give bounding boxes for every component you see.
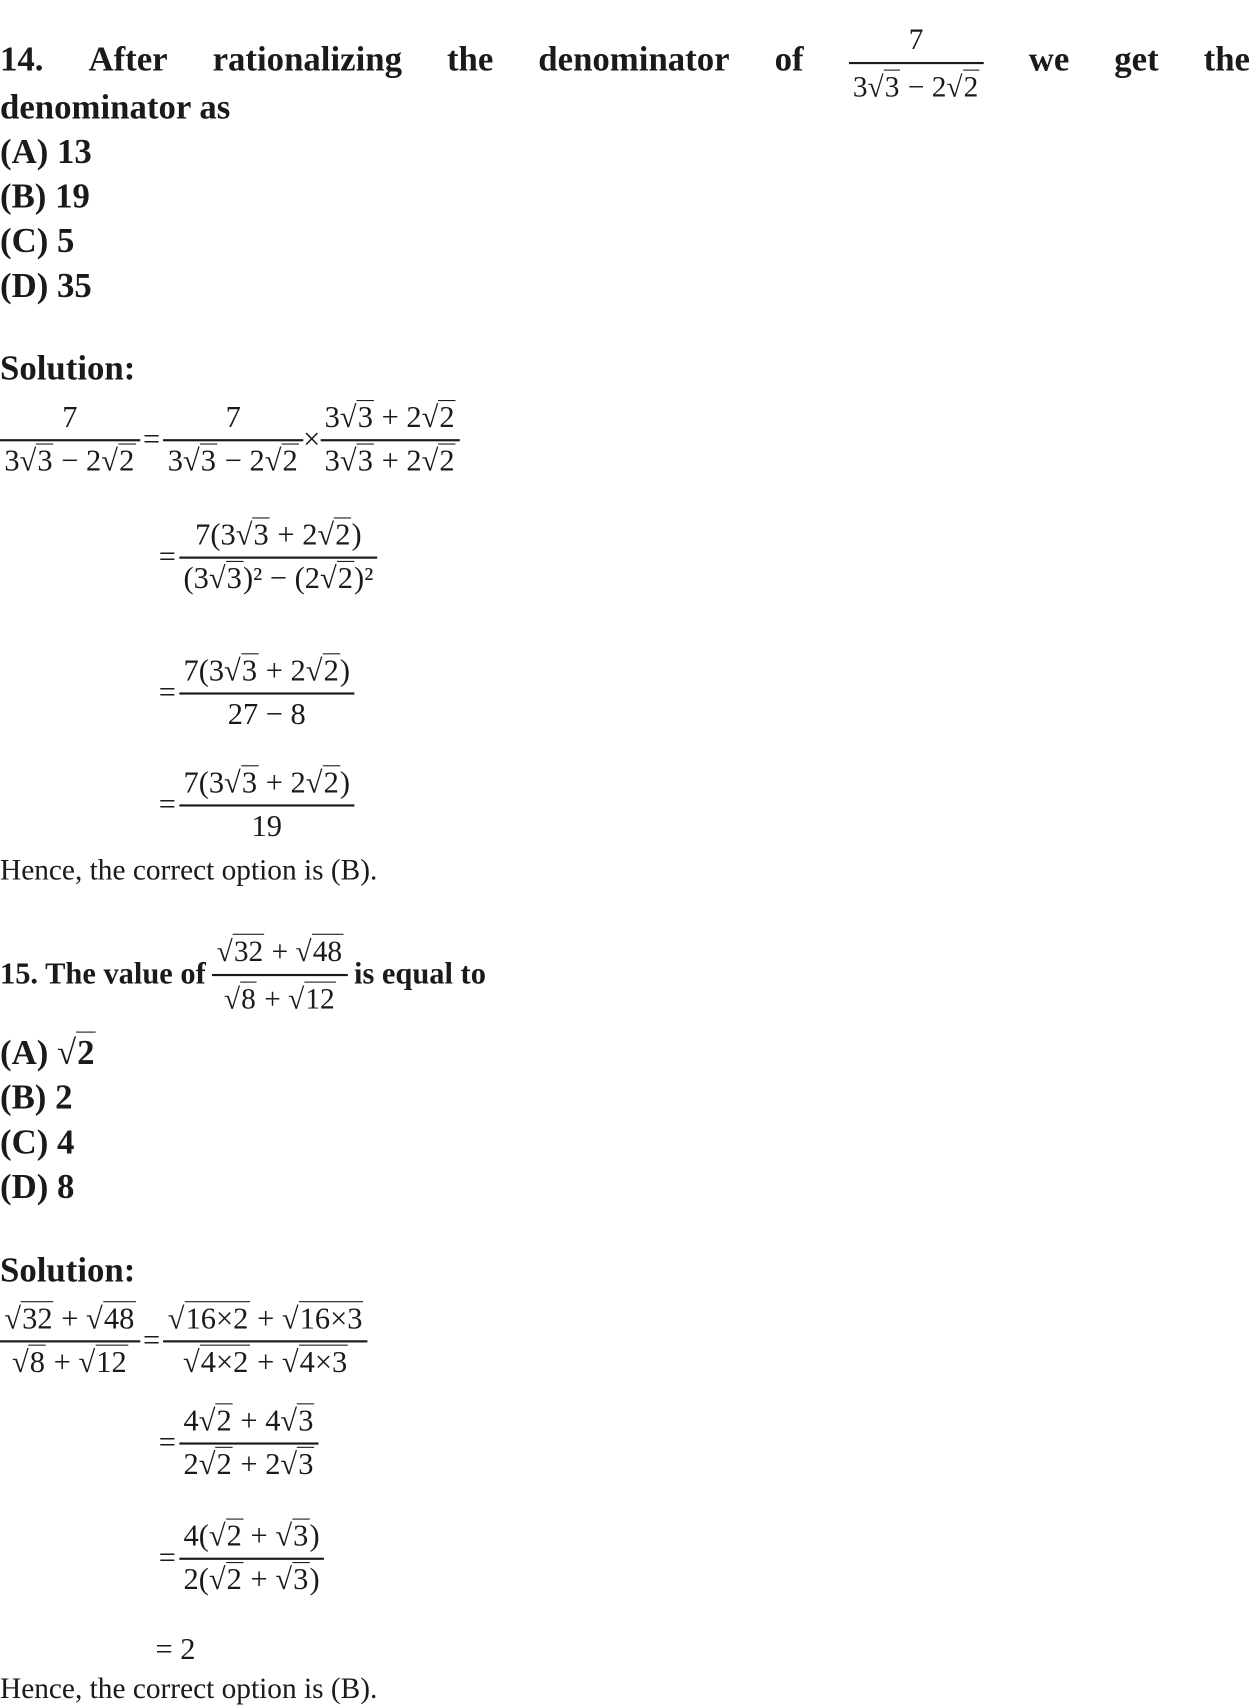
word: we xyxy=(1028,39,1070,79)
option-a: (A) 13 xyxy=(0,131,92,171)
question-number: 14. xyxy=(0,39,44,79)
radical: √2 xyxy=(319,561,353,596)
radical: √3 xyxy=(19,444,53,479)
radical: √3 xyxy=(867,70,900,104)
solution-step-1 xyxy=(0,1302,368,1380)
radical: √2 xyxy=(208,1563,242,1597)
radical: √48 xyxy=(86,1302,135,1336)
word: rationalizing xyxy=(212,39,402,79)
denominator: 2(√2 + √3) xyxy=(179,1558,324,1598)
radical: √32 xyxy=(216,934,264,968)
radical: √2 xyxy=(101,444,135,479)
radical: √3 xyxy=(224,654,258,689)
radical: √2 xyxy=(305,654,339,689)
fraction xyxy=(0,401,140,479)
numerator: 4√2 + 4√3 xyxy=(183,1404,314,1439)
numerator: 7 xyxy=(908,22,924,56)
radical: √32 xyxy=(4,1302,53,1336)
word: of xyxy=(774,39,804,79)
fraction xyxy=(163,1302,368,1380)
equals: = xyxy=(142,1323,161,1358)
denominator: 3√3 − 2√2 xyxy=(849,62,984,107)
denominator: √4×2 + √4×3 xyxy=(163,1340,368,1380)
fraction xyxy=(179,518,378,596)
numerator: 3√3 + 2√2 xyxy=(324,401,455,435)
radical: √2 xyxy=(317,518,351,553)
solution-step-2 xyxy=(155,518,377,596)
fraction xyxy=(849,20,984,107)
radical: √2 xyxy=(946,70,979,104)
radical: √3 xyxy=(275,1519,309,1554)
denominator: 27 − 8 xyxy=(179,692,354,732)
radical: √3 xyxy=(339,401,373,435)
denominator: 19 xyxy=(179,804,354,844)
denominator: 3√3 − 2√2 xyxy=(163,439,303,479)
radical: √3 xyxy=(339,444,373,479)
radical: √12 xyxy=(78,1345,127,1380)
denominator: (3√3)² − (2√2)² xyxy=(179,557,378,597)
radical: √2 xyxy=(56,1032,95,1072)
radical: √16×2 xyxy=(167,1302,249,1336)
radical: √2 xyxy=(421,444,455,479)
numerator: √32 + √48 xyxy=(212,932,347,974)
radical: √48 xyxy=(295,934,343,968)
radical: √3 xyxy=(280,1447,314,1482)
radical: √2 xyxy=(208,1519,242,1554)
word: denominator xyxy=(538,39,730,79)
radical: √8 xyxy=(223,982,256,1016)
word: get xyxy=(1114,39,1159,79)
radical: √2 xyxy=(198,1404,232,1439)
radical: √3 xyxy=(275,1563,309,1597)
numerator: 4(√2 + √3) xyxy=(183,1519,320,1554)
equals: = xyxy=(158,676,176,710)
equals: = xyxy=(158,1541,176,1576)
solution-step-2 xyxy=(155,1404,318,1482)
denominator: √8 + √12 xyxy=(0,1340,140,1380)
numerator: 7 xyxy=(62,401,78,435)
numerator: 7(3√3 + 2√2) xyxy=(183,654,351,689)
fraction xyxy=(179,1404,319,1482)
option-b: (B) 19 xyxy=(0,176,90,216)
radical: √3 xyxy=(208,561,242,596)
stem-suffix: is equal to xyxy=(354,957,486,992)
radical: √3 xyxy=(182,444,217,479)
radical: √2 xyxy=(421,401,455,435)
option-d: (D) 8 xyxy=(0,1166,75,1206)
option-a: (A) √2 xyxy=(0,1032,95,1072)
numerator: √16×2 + √16×3 xyxy=(167,1302,363,1336)
solution-step-1 xyxy=(0,401,460,479)
radical: √3 xyxy=(280,1404,314,1439)
equals: = xyxy=(158,1426,176,1460)
conclusion: Hence, the correct option is (B). xyxy=(0,1671,378,1705)
radical: √12 xyxy=(288,982,335,1016)
fraction xyxy=(212,932,347,1019)
word: the xyxy=(446,39,494,79)
denominator: 2√2 + 2√3 xyxy=(179,1442,319,1482)
numerator: 7(3√3 + 2√2) xyxy=(183,766,351,801)
fraction xyxy=(163,401,303,479)
equals: = xyxy=(142,422,161,457)
numerator: √32 + √48 xyxy=(4,1302,135,1336)
fraction xyxy=(179,654,354,732)
stem-prefix: 15. The value of xyxy=(0,957,206,992)
numerator: 7 xyxy=(225,401,241,435)
denominator: √8 + √12 xyxy=(212,974,347,1019)
radical: √2 xyxy=(264,444,298,479)
radical: √2 xyxy=(305,766,339,801)
solution-label: Solution: xyxy=(0,347,136,387)
radical: √3 xyxy=(224,766,258,801)
solution-step-3 xyxy=(155,1520,323,1598)
radical: √2 xyxy=(198,1447,232,1482)
denominator: 3√3 − 2√2 xyxy=(0,439,140,479)
radical: √8 xyxy=(11,1345,45,1380)
radical: √16×3 xyxy=(281,1302,363,1336)
fraction xyxy=(320,401,460,479)
fraction xyxy=(179,766,354,844)
solution-step-4 xyxy=(155,766,354,844)
solution-step-4 xyxy=(155,1633,195,1668)
solution-step-3 xyxy=(155,654,354,732)
option-d: (D) 35 xyxy=(0,265,92,305)
result: = 2 xyxy=(155,1632,196,1667)
solution-label: Solution: xyxy=(0,1250,136,1290)
option-c: (C) 4 xyxy=(0,1121,75,1161)
equals: = xyxy=(158,540,176,574)
fraction xyxy=(179,1520,324,1598)
radical: √3 xyxy=(235,518,269,553)
numerator: 7(3√3 + 2√2) xyxy=(195,518,362,553)
question-14-stem-line2: denominator as xyxy=(0,86,231,127)
question-15-stem xyxy=(0,932,486,1019)
conclusion: Hence, the correct option is (B). xyxy=(0,853,378,886)
equals: = xyxy=(158,788,176,822)
radical: √4×2 xyxy=(182,1345,249,1380)
option-c: (C) 5 xyxy=(0,220,75,260)
denominator: 3√3 + 2√2 xyxy=(320,439,460,479)
word: After xyxy=(88,39,168,79)
fraction xyxy=(0,1302,140,1380)
word: the xyxy=(1203,39,1250,79)
option-b: (B) 2 xyxy=(0,1077,73,1117)
times: × xyxy=(303,422,321,457)
radical: √4×3 xyxy=(281,1345,348,1380)
